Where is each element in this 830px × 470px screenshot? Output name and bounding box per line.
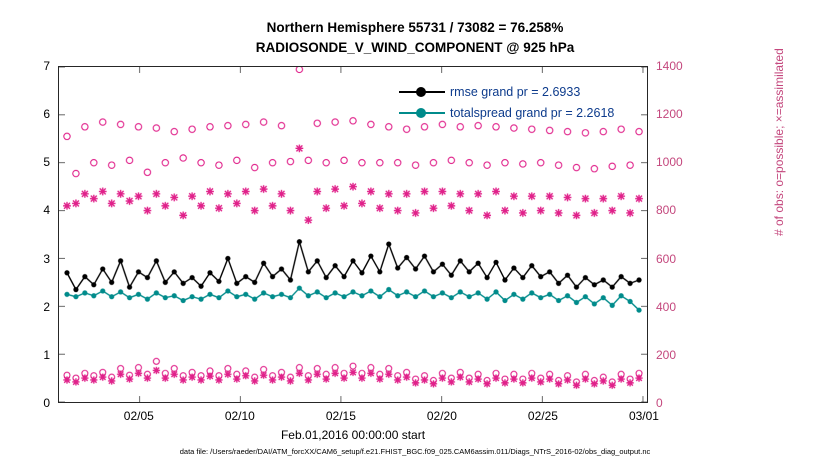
y-tick-right: 600 xyxy=(656,251,677,266)
legend-label-rmse: rmse grand pr = 2.6933 xyxy=(450,84,581,99)
title-line-1: Northern Hemisphere 55731 / 73082 = 76.258% xyxy=(266,20,564,35)
y-tick-left: 7 xyxy=(43,59,50,73)
legend-marker-rmse xyxy=(399,86,445,98)
x-tick: 03/01 xyxy=(628,409,659,423)
y-tick-left: 6 xyxy=(43,107,50,122)
x-tick: 02/15 xyxy=(325,409,356,423)
title-line-2: RADIOSONDE_V_WIND_COMPONENT @ 925 hPa xyxy=(255,40,575,55)
y-tick-right: 1200 xyxy=(656,107,683,122)
legend-item-totalspread xyxy=(399,102,614,123)
x-tick: 02/20 xyxy=(426,409,457,423)
y-tick-right: 0 xyxy=(656,396,663,410)
legend-marker-totalspread xyxy=(399,107,445,119)
chart-legend xyxy=(395,78,620,127)
x-tick: 02/05 xyxy=(123,409,154,423)
y-tick-left: 1 xyxy=(43,347,50,362)
y-tick-left: 0 xyxy=(43,396,50,410)
y-axis-right-label: # of obs: o=possible; ×=assimilated xyxy=(772,48,786,236)
y-tick-right: 1400 xyxy=(656,59,683,73)
y-tick-left: 5 xyxy=(43,155,50,170)
y-tick-left: 3 xyxy=(43,251,50,266)
legend-item-rmse xyxy=(399,81,614,102)
y-tick-left: 4 xyxy=(43,203,50,218)
y-tick-right: 400 xyxy=(656,299,677,314)
x-tick: 02/10 xyxy=(224,409,255,423)
x-tick: 02/25 xyxy=(527,409,558,423)
y-tick-right: 1000 xyxy=(656,155,683,170)
legend-label-totalspread: totalspread grand pr = 2.2618 xyxy=(450,105,615,120)
y-tick-right: 200 xyxy=(656,347,677,362)
y-tick-left: 2 xyxy=(43,299,50,314)
x-axis-label: Feb.01,2016 00:00:00 start xyxy=(280,428,426,442)
y-tick-right: 800 xyxy=(656,203,677,218)
data-file-footnote: data file: /Users/raeder/DAI/ATM_forcXX/CAM6_setup/f.e21.FHIST_BGC.f09_025.CAM6assim.011/Diags_NTrS_2016-02/obs_diag_output.nc xyxy=(179,447,651,456)
page-title xyxy=(0,18,830,58)
